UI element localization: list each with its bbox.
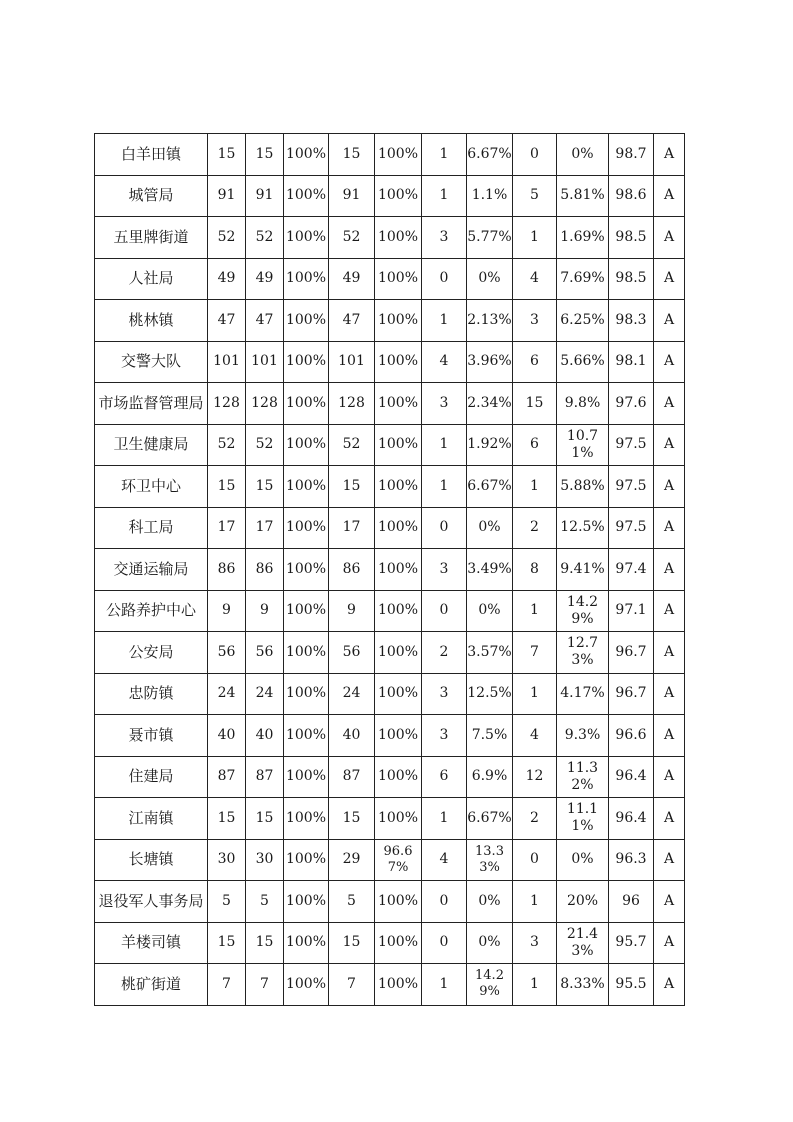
cell-rate-2: 100%	[375, 175, 422, 217]
cell-rate-1: 100%	[284, 881, 329, 923]
cell-grade: A	[654, 881, 685, 923]
cell-count-5: 2	[513, 798, 557, 840]
cell-total-count: 52	[208, 217, 246, 259]
cell-count-5: 6	[513, 341, 557, 383]
cell-total-count: 52	[208, 424, 246, 466]
table-row	[95, 424, 685, 466]
cell-rate-1: 100%	[284, 673, 329, 715]
cell-total-count: 47	[208, 300, 246, 342]
cell-count-2: 47	[246, 300, 284, 342]
cell-count-2: 49	[246, 258, 284, 300]
score-table	[94, 133, 685, 1006]
cell-total-count: 49	[208, 258, 246, 300]
cell-count-2: 52	[246, 217, 284, 259]
cell-count-3: 128	[329, 383, 375, 425]
cell-rate-4: 9.41%	[557, 549, 609, 591]
cell-unit-name: 科工局	[95, 507, 208, 549]
cell-score: 98.7	[609, 134, 654, 176]
cell-rate-4: 10.71%	[557, 424, 609, 466]
cell-grade: A	[654, 424, 685, 466]
cell-unit-name: 卫生健康局	[95, 424, 208, 466]
cell-count-3: 7	[329, 964, 375, 1006]
cell-rate-4: 5.66%	[557, 341, 609, 383]
cell-count-3: 5	[329, 881, 375, 923]
cell-count-4: 0	[422, 590, 467, 632]
cell-rate-3: 2.13%	[467, 300, 513, 342]
cell-rate-4: 4.17%	[557, 673, 609, 715]
cell-rate-4: 8.33%	[557, 964, 609, 1006]
cell-score: 97.5	[609, 466, 654, 508]
cell-rate-4: 7.69%	[557, 258, 609, 300]
cell-rate-1: 100%	[284, 341, 329, 383]
cell-count-2: 15	[246, 134, 284, 176]
cell-count-3: 101	[329, 341, 375, 383]
cell-count-4: 1	[422, 798, 467, 840]
cell-count-3: 86	[329, 549, 375, 591]
table-row	[95, 590, 685, 632]
cell-total-count: 56	[208, 632, 246, 674]
cell-unit-name: 城管局	[95, 175, 208, 217]
cell-count-4: 0	[422, 881, 467, 923]
cell-count-5: 3	[513, 300, 557, 342]
cell-grade: A	[654, 217, 685, 259]
cell-count-3: 47	[329, 300, 375, 342]
cell-total-count: 128	[208, 383, 246, 425]
cell-count-5: 4	[513, 258, 557, 300]
table-row	[95, 756, 685, 798]
cell-count-5: 1	[513, 964, 557, 1006]
cell-grade: A	[654, 964, 685, 1006]
cell-rate-4: 9.8%	[557, 383, 609, 425]
cell-rate-4: 14.29%	[557, 590, 609, 632]
cell-total-count: 24	[208, 673, 246, 715]
cell-rate-2: 100%	[375, 507, 422, 549]
cell-rate-2: 100%	[375, 756, 422, 798]
cell-score: 96	[609, 881, 654, 923]
cell-grade: A	[654, 466, 685, 508]
table-row	[95, 383, 685, 425]
cell-total-count: 9	[208, 590, 246, 632]
cell-count-3: 24	[329, 673, 375, 715]
cell-rate-1: 100%	[284, 632, 329, 674]
cell-count-2: 86	[246, 549, 284, 591]
cell-total-count: 15	[208, 134, 246, 176]
cell-total-count: 87	[208, 756, 246, 798]
cell-rate-3: 2.34%	[467, 383, 513, 425]
cell-count-5: 1	[513, 590, 557, 632]
cell-score: 96.4	[609, 798, 654, 840]
cell-rate-3: 3.57%	[467, 632, 513, 674]
table-row	[95, 549, 685, 591]
cell-score: 98.3	[609, 300, 654, 342]
table-row	[95, 466, 685, 508]
cell-count-2: 9	[246, 590, 284, 632]
cell-score: 97.5	[609, 507, 654, 549]
cell-rate-1: 100%	[284, 715, 329, 757]
cell-rate-1: 100%	[284, 756, 329, 798]
cell-count-4: 0	[422, 258, 467, 300]
cell-unit-name: 环卫中心	[95, 466, 208, 508]
table-row	[95, 341, 685, 383]
cell-rate-1: 100%	[284, 466, 329, 508]
cell-count-5: 1	[513, 466, 557, 508]
cell-rate-2: 100%	[375, 217, 422, 259]
cell-rate-3: 13.33%	[467, 839, 513, 881]
cell-total-count: 30	[208, 839, 246, 881]
cell-total-count: 15	[208, 922, 246, 964]
cell-count-5: 2	[513, 507, 557, 549]
cell-rate-1: 100%	[284, 798, 329, 840]
table-row	[95, 673, 685, 715]
cell-rate-4: 12.5%	[557, 507, 609, 549]
cell-count-5: 5	[513, 175, 557, 217]
cell-count-3: 9	[329, 590, 375, 632]
cell-rate-2: 100%	[375, 424, 422, 466]
cell-count-4: 2	[422, 632, 467, 674]
cell-count-5: 12	[513, 756, 557, 798]
cell-rate-4: 21.43%	[557, 922, 609, 964]
cell-total-count: 7	[208, 964, 246, 1006]
table-row	[95, 715, 685, 757]
table-row	[95, 300, 685, 342]
cell-total-count: 17	[208, 507, 246, 549]
cell-unit-name: 江南镇	[95, 798, 208, 840]
cell-count-5: 4	[513, 715, 557, 757]
cell-count-4: 3	[422, 549, 467, 591]
cell-rate-1: 100%	[284, 134, 329, 176]
cell-rate-3: 6.67%	[467, 798, 513, 840]
cell-rate-4: 11.11%	[557, 798, 609, 840]
cell-unit-name: 聂市镇	[95, 715, 208, 757]
cell-count-4: 3	[422, 383, 467, 425]
cell-rate-4: 5.88%	[557, 466, 609, 508]
cell-rate-1: 100%	[284, 964, 329, 1006]
cell-score: 98.1	[609, 341, 654, 383]
cell-count-4: 3	[422, 673, 467, 715]
cell-count-3: 17	[329, 507, 375, 549]
cell-total-count: 91	[208, 175, 246, 217]
cell-rate-2: 100%	[375, 881, 422, 923]
cell-total-count: 15	[208, 798, 246, 840]
cell-count-4: 4	[422, 839, 467, 881]
cell-total-count: 15	[208, 466, 246, 508]
cell-rate-2: 100%	[375, 383, 422, 425]
cell-rate-2: 100%	[375, 134, 422, 176]
cell-count-4: 3	[422, 715, 467, 757]
cell-count-5: 15	[513, 383, 557, 425]
cell-grade: A	[654, 507, 685, 549]
cell-count-2: 15	[246, 466, 284, 508]
cell-count-5: 0	[513, 839, 557, 881]
cell-count-3: 87	[329, 756, 375, 798]
cell-count-3: 15	[329, 466, 375, 508]
cell-rate-1: 100%	[284, 507, 329, 549]
cell-count-4: 0	[422, 507, 467, 549]
cell-rate-2: 100%	[375, 964, 422, 1006]
cell-count-3: 56	[329, 632, 375, 674]
cell-score: 97.1	[609, 590, 654, 632]
cell-count-5: 1	[513, 881, 557, 923]
cell-unit-name: 五里牌街道	[95, 217, 208, 259]
cell-rate-3: 6.9%	[467, 756, 513, 798]
cell-rate-2: 100%	[375, 673, 422, 715]
cell-rate-4: 12.73%	[557, 632, 609, 674]
cell-rate-1: 100%	[284, 383, 329, 425]
cell-count-2: 7	[246, 964, 284, 1006]
cell-grade: A	[654, 300, 685, 342]
cell-grade: A	[654, 175, 685, 217]
cell-total-count: 5	[208, 881, 246, 923]
cell-rate-1: 100%	[284, 839, 329, 881]
cell-grade: A	[654, 549, 685, 591]
cell-rate-3: 14.29%	[467, 964, 513, 1006]
cell-count-2: 15	[246, 922, 284, 964]
cell-grade: A	[654, 715, 685, 757]
cell-count-3: 52	[329, 217, 375, 259]
cell-score: 96.7	[609, 632, 654, 674]
cell-unit-name: 住建局	[95, 756, 208, 798]
cell-rate-4: 0%	[557, 839, 609, 881]
cell-count-5: 1	[513, 217, 557, 259]
cell-rate-2: 100%	[375, 466, 422, 508]
cell-count-2: 101	[246, 341, 284, 383]
cell-rate-4: 20%	[557, 881, 609, 923]
cell-rate-3: 3.96%	[467, 341, 513, 383]
cell-rate-1: 100%	[284, 175, 329, 217]
table-row	[95, 632, 685, 674]
table-row	[95, 839, 685, 881]
cell-unit-name: 退役军人事务局	[95, 881, 208, 923]
table-row	[95, 798, 685, 840]
cell-rate-3: 7.5%	[467, 715, 513, 757]
cell-score: 95.5	[609, 964, 654, 1006]
table-row	[95, 217, 685, 259]
cell-rate-2: 100%	[375, 798, 422, 840]
cell-count-2: 91	[246, 175, 284, 217]
cell-rate-1: 100%	[284, 549, 329, 591]
cell-count-2: 52	[246, 424, 284, 466]
cell-count-3: 91	[329, 175, 375, 217]
cell-count-4: 3	[422, 217, 467, 259]
cell-rate-1: 100%	[284, 922, 329, 964]
cell-rate-3: 0%	[467, 507, 513, 549]
cell-grade: A	[654, 632, 685, 674]
cell-unit-name: 公路养护中心	[95, 590, 208, 632]
cell-count-4: 0	[422, 922, 467, 964]
cell-count-2: 40	[246, 715, 284, 757]
cell-grade: A	[654, 258, 685, 300]
cell-total-count: 101	[208, 341, 246, 383]
cell-score: 96.3	[609, 839, 654, 881]
cell-count-2: 87	[246, 756, 284, 798]
cell-score: 96.7	[609, 673, 654, 715]
cell-grade: A	[654, 922, 685, 964]
cell-rate-3: 1.1%	[467, 175, 513, 217]
cell-count-4: 1	[422, 300, 467, 342]
cell-count-5: 7	[513, 632, 557, 674]
table-row	[95, 881, 685, 923]
cell-unit-name: 羊楼司镇	[95, 922, 208, 964]
cell-count-4: 1	[422, 424, 467, 466]
table-row	[95, 258, 685, 300]
cell-count-5: 6	[513, 424, 557, 466]
cell-total-count: 40	[208, 715, 246, 757]
cell-count-2: 24	[246, 673, 284, 715]
table-row	[95, 922, 685, 964]
cell-rate-2: 100%	[375, 715, 422, 757]
cell-rate-2: 100%	[375, 632, 422, 674]
cell-rate-4: 11.32%	[557, 756, 609, 798]
cell-count-4: 1	[422, 466, 467, 508]
cell-rate-1: 100%	[284, 217, 329, 259]
cell-rate-3: 0%	[467, 922, 513, 964]
cell-count-4: 1	[422, 964, 467, 1006]
cell-count-2: 17	[246, 507, 284, 549]
cell-unit-name: 桃矿街道	[95, 964, 208, 1006]
cell-grade: A	[654, 383, 685, 425]
cell-score: 98.6	[609, 175, 654, 217]
cell-count-4: 6	[422, 756, 467, 798]
cell-count-2: 56	[246, 632, 284, 674]
cell-score: 95.7	[609, 922, 654, 964]
cell-count-5: 8	[513, 549, 557, 591]
cell-rate-2: 100%	[375, 258, 422, 300]
table-row	[95, 507, 685, 549]
cell-rate-2: 96.67%	[375, 839, 422, 881]
cell-rate-3: 6.67%	[467, 466, 513, 508]
cell-count-5: 3	[513, 922, 557, 964]
cell-score: 96.4	[609, 756, 654, 798]
cell-grade: A	[654, 341, 685, 383]
cell-count-2: 128	[246, 383, 284, 425]
table-row	[95, 175, 685, 217]
table-row	[95, 134, 685, 176]
cell-count-5: 1	[513, 673, 557, 715]
cell-count-3: 15	[329, 134, 375, 176]
cell-rate-1: 100%	[284, 424, 329, 466]
table-row	[95, 964, 685, 1006]
cell-score: 98.5	[609, 258, 654, 300]
cell-unit-name: 市场监督管理局	[95, 383, 208, 425]
cell-score: 97.6	[609, 383, 654, 425]
cell-rate-3: 0%	[467, 881, 513, 923]
cell-grade: A	[654, 673, 685, 715]
cell-unit-name: 公安局	[95, 632, 208, 674]
cell-grade: A	[654, 798, 685, 840]
cell-rate-3: 0%	[467, 258, 513, 300]
cell-count-4: 1	[422, 175, 467, 217]
cell-rate-2: 100%	[375, 590, 422, 632]
cell-count-4: 4	[422, 341, 467, 383]
cell-unit-name: 桃林镇	[95, 300, 208, 342]
cell-rate-2: 100%	[375, 549, 422, 591]
cell-grade: A	[654, 590, 685, 632]
cell-rate-1: 100%	[284, 590, 329, 632]
table-body	[95, 134, 685, 1006]
cell-rate-4: 0%	[557, 134, 609, 176]
cell-rate-3: 12.5%	[467, 673, 513, 715]
cell-rate-3: 6.67%	[467, 134, 513, 176]
cell-rate-4: 1.69%	[557, 217, 609, 259]
cell-score: 97.5	[609, 424, 654, 466]
cell-rate-2: 100%	[375, 300, 422, 342]
cell-count-4: 1	[422, 134, 467, 176]
cell-rate-3: 5.77%	[467, 217, 513, 259]
cell-unit-name: 长塘镇	[95, 839, 208, 881]
cell-grade: A	[654, 839, 685, 881]
cell-rate-4: 9.3%	[557, 715, 609, 757]
cell-rate-4: 5.81%	[557, 175, 609, 217]
cell-score: 98.5	[609, 217, 654, 259]
cell-count-2: 5	[246, 881, 284, 923]
cell-count-3: 40	[329, 715, 375, 757]
cell-count-3: 52	[329, 424, 375, 466]
cell-unit-name: 交通运输局	[95, 549, 208, 591]
cell-grade: A	[654, 134, 685, 176]
cell-rate-3: 0%	[467, 590, 513, 632]
cell-score: 97.4	[609, 549, 654, 591]
cell-score: 96.6	[609, 715, 654, 757]
cell-unit-name: 忠防镇	[95, 673, 208, 715]
cell-count-3: 15	[329, 922, 375, 964]
cell-rate-2: 100%	[375, 922, 422, 964]
cell-rate-3: 3.49%	[467, 549, 513, 591]
cell-unit-name: 白羊田镇	[95, 134, 208, 176]
cell-count-2: 15	[246, 798, 284, 840]
cell-rate-1: 100%	[284, 258, 329, 300]
cell-count-3: 29	[329, 839, 375, 881]
cell-count-5: 0	[513, 134, 557, 176]
cell-rate-4: 6.25%	[557, 300, 609, 342]
cell-unit-name: 人社局	[95, 258, 208, 300]
cell-unit-name: 交警大队	[95, 341, 208, 383]
cell-rate-1: 100%	[284, 300, 329, 342]
cell-count-2: 30	[246, 839, 284, 881]
cell-grade: A	[654, 756, 685, 798]
cell-count-3: 15	[329, 798, 375, 840]
cell-count-3: 49	[329, 258, 375, 300]
cell-total-count: 86	[208, 549, 246, 591]
cell-rate-2: 100%	[375, 341, 422, 383]
cell-rate-3: 1.92%	[467, 424, 513, 466]
